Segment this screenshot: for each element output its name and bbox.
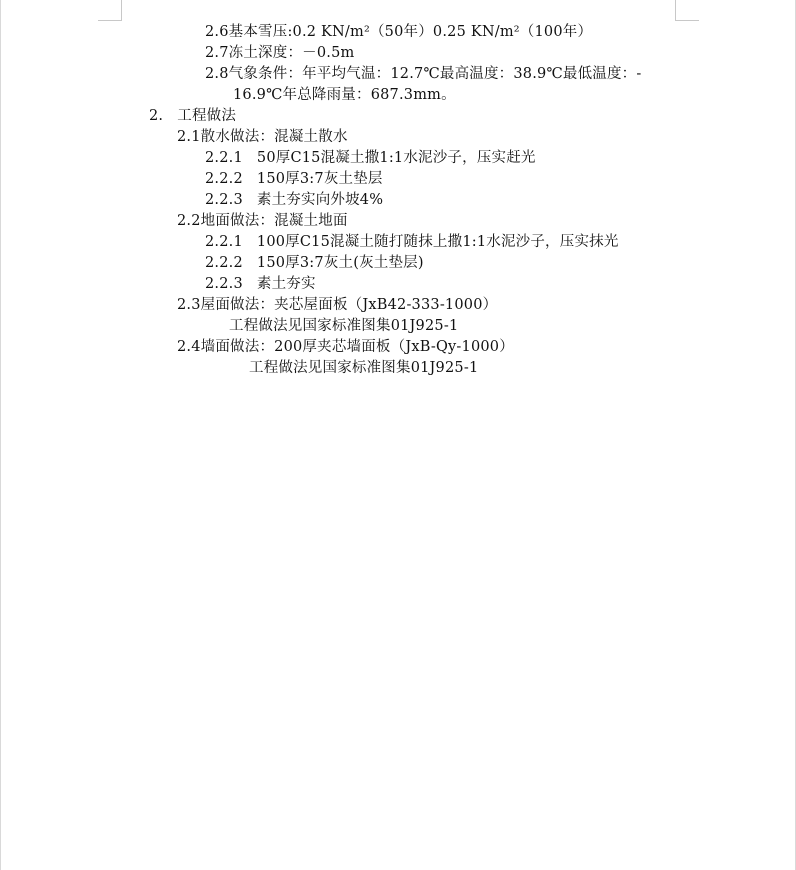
paragraph-text: 2.1散水做法：混凝土散水	[177, 129, 348, 145]
list-number: 2.2.2	[205, 255, 243, 271]
list-item-floor-1[interactable]	[205, 232, 619, 252]
list-text: 50厚C15混凝土撒1:1水泥沙子，压实赶光	[256, 150, 536, 166]
paragraph-text: 2.8气象条件：年平均气温：12.7℃最高温度：38.9℃最低温度：-	[205, 66, 642, 82]
list-item-floor-2[interactable]	[205, 253, 424, 273]
section-heading-construction[interactable]	[149, 106, 236, 126]
page-left-edge	[0, 0, 1, 870]
paragraph-text: 2.4墙面做法：200厚夹芯墙面板（JxB-Qy-1000）	[177, 339, 514, 355]
crop-mark-top-left-vertical	[121, 0, 122, 21]
paragraph-text: 工程做法见国家标准图集01J925-1	[249, 360, 479, 376]
crop-mark-top-right	[675, 20, 699, 21]
paragraph-frost-depth[interactable]	[205, 43, 354, 63]
subsection-wall[interactable]	[177, 337, 514, 357]
paragraph-text: 2.7冻土深度：－0.5m	[205, 45, 355, 61]
list-number: 2.2.3	[205, 192, 243, 208]
paragraph-text: 2.6基本雪压:0.2 KN/m²（50年）0.25 KN/m²（100年）	[205, 24, 593, 40]
crop-mark-top-right-vertical	[675, 0, 676, 21]
list-item-apron-2[interactable]	[205, 169, 383, 189]
list-text: 150厚3:7灰土(灰土垫层)	[256, 255, 424, 271]
paragraph-snow-pressure[interactable]	[205, 22, 592, 42]
paragraph-climate[interactable]	[205, 64, 641, 84]
list-text: 素土夯实向外坡4%	[256, 192, 384, 208]
list-number: 2.2.2	[205, 171, 243, 187]
list-item-apron-3[interactable]	[205, 190, 383, 210]
paragraph-text: 2.3屋面做法：夹芯屋面板（JxB42-333-1000）	[177, 297, 498, 313]
subsection-floor[interactable]	[177, 211, 348, 231]
section-title: 工程做法	[177, 108, 237, 124]
paragraph-text: 工程做法见国家标准图集01J925-1	[229, 318, 459, 334]
list-number: 2.2.1	[205, 234, 243, 250]
list-text: 150厚3:7灰土垫层	[256, 171, 383, 187]
paragraph-climate-continued[interactable]	[233, 85, 456, 105]
subsection-apron[interactable]	[177, 127, 348, 147]
paragraph-wall-reference[interactable]	[249, 358, 478, 378]
list-item-apron-1[interactable]	[205, 148, 536, 168]
list-text: 100厚C15混凝土随打随抹上撒1:1水泥沙子，压实抹光	[256, 234, 619, 250]
paragraph-text: 16.9℃年总降雨量：687.3mm。	[233, 87, 456, 103]
list-item-floor-3[interactable]	[205, 274, 316, 294]
paragraph-text: 2.2地面做法：混凝土地面	[177, 213, 348, 229]
crop-mark-top-left	[98, 20, 122, 21]
list-number: 2.2.3	[205, 276, 243, 292]
list-number: 2.2.1	[205, 150, 243, 166]
list-text: 素土夯实	[256, 276, 316, 292]
paragraph-roof-reference[interactable]	[229, 316, 458, 336]
subsection-roof[interactable]	[177, 295, 497, 315]
section-number: 2.	[149, 108, 164, 124]
